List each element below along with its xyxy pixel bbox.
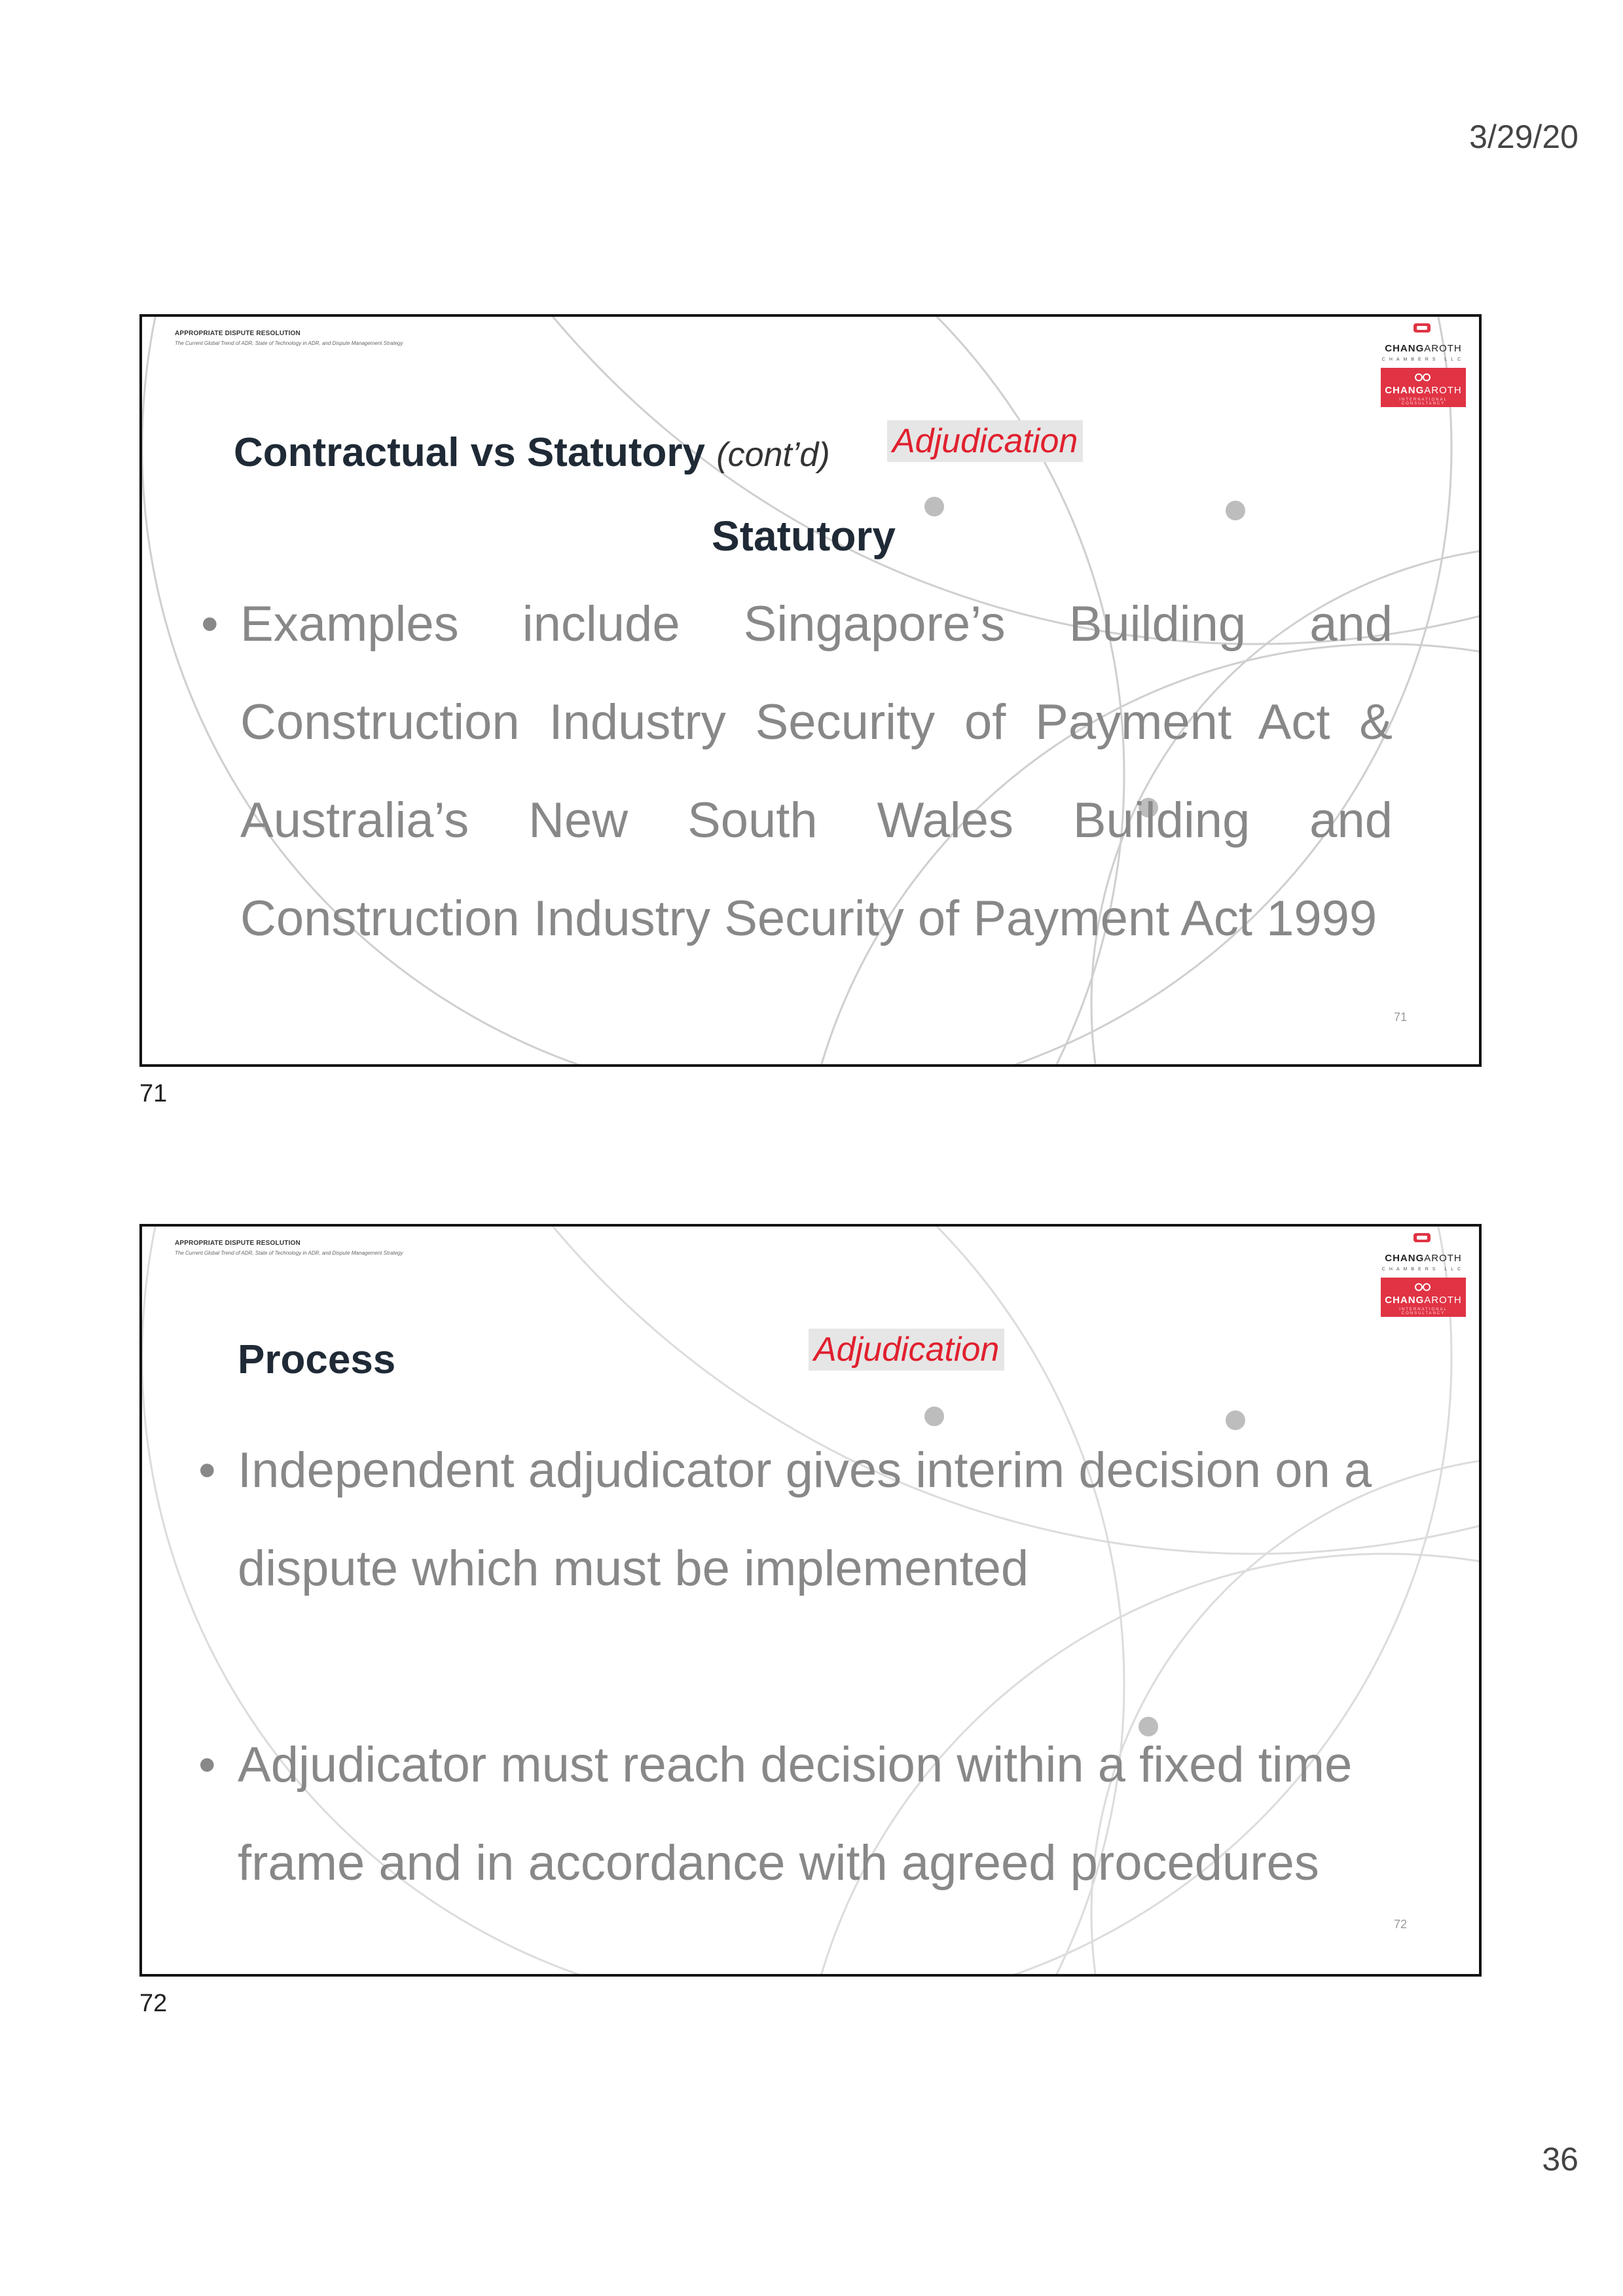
company-logo [1381, 323, 1466, 408]
header-subtitle: The Current Global Trend of ADR, State of Technology in ADR, and Dispute Management Strategy [175, 340, 403, 346]
header-subtitle: The Current Global Trend of ADR, State of Technology in ADR, and Dispute Management Strategy [175, 1250, 403, 1256]
slide-mini-number: 71 [1393, 1011, 1407, 1024]
page-number: 36 [1542, 2141, 1578, 2178]
logo-subtext: CHAMBERS LLC [1381, 1267, 1465, 1272]
logo-box-mark-icon [1413, 1283, 1432, 1291]
header-title: APPROPRIATE DISPUTE RESOLUTION [175, 330, 301, 337]
slide-subheading: Statutory [712, 512, 896, 560]
slide-71 [139, 314, 1482, 1067]
bullet-item: • Adjudicator must reach decision within a fixed time frame and in accordance with agreed procedures [198, 1737, 1353, 1891]
slide-number-label: 71 [139, 1080, 168, 1107]
logo-box-mark-icon [1413, 373, 1432, 382]
header-title: APPROPRIATE DISPUTE RESOLUTION [175, 1240, 301, 1247]
logo-mark-icon [1413, 1233, 1431, 1242]
logo-box [1381, 1278, 1466, 1317]
logo-wordmark: CHANGAROTH [1385, 1253, 1462, 1264]
logo-box-subtext: INTERNATIONAL CONSULTANCY [1399, 398, 1448, 406]
logo-box-wordmark: CHANGAROTH [1385, 1295, 1462, 1306]
slide-title: Process [238, 1337, 396, 1382]
slide-72 [139, 1224, 1482, 1977]
logo-box-wordmark: CHANGAROTH [1385, 385, 1462, 396]
bullet-item: • Independent adjudicator gives interim decision on a dispute which must be implemented [198, 1443, 1372, 1596]
logo-wordmark: CHANGAROTH [1385, 343, 1462, 354]
slide-number-label: 72 [139, 1990, 168, 2017]
company-logo [1381, 1233, 1466, 1318]
slide-title: Contractual vs Statutory (cont’d) [234, 430, 830, 475]
slide-mini-number: 72 [1393, 1918, 1407, 1931]
logo-box-subtext: INTERNATIONAL CONSULTANCY [1399, 1308, 1448, 1316]
logo-mark-icon [1413, 323, 1431, 332]
page-date: 3/29/20 [1469, 118, 1578, 155]
adjudication-tag: Adjudication [809, 1329, 1004, 1371]
adjudication-tag: Adjudication [887, 420, 1083, 462]
bullet-item: • Examples include Singapore’s Building and Construction Industry Security of Payment Act & Australia’s New South Wales Building and Construction Industry Security of Payment Act 1999 [201, 596, 1393, 946]
logo-box [1381, 368, 1466, 407]
logo-subtext: CHAMBERS LLC [1381, 357, 1465, 362]
